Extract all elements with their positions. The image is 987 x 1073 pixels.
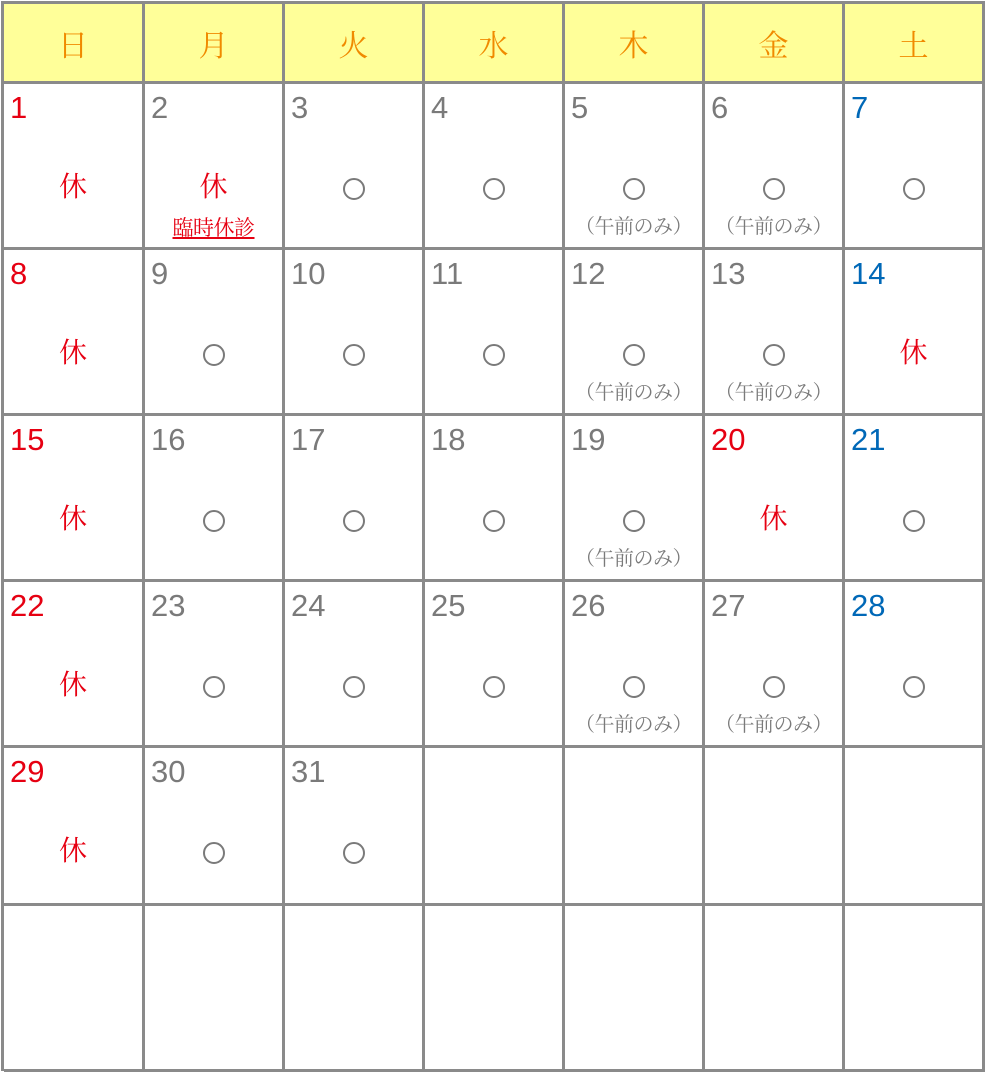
- day-cell: [145, 582, 285, 748]
- open-status: [565, 338, 702, 368]
- day-number: 10: [291, 256, 326, 291]
- open-status: [845, 172, 982, 202]
- day-cell: [285, 416, 425, 582]
- circle-icon: [203, 676, 225, 698]
- morning-only-note: （午前のみ）: [575, 214, 692, 238]
- open-status: [705, 338, 842, 368]
- open-status: [285, 338, 422, 368]
- circle-icon: [203, 510, 225, 532]
- day-cell: [705, 250, 845, 416]
- open-status: [425, 172, 562, 202]
- day-cell: [145, 416, 285, 582]
- empty-cell: [845, 748, 985, 906]
- calendar-grid: [1, 1, 985, 1071]
- closed-status: 休: [58, 668, 87, 701]
- day-cell: [845, 84, 985, 250]
- day-cell: [705, 84, 845, 250]
- day-number: 25: [431, 588, 466, 623]
- weekday-header: 木: [565, 4, 705, 84]
- empty-cell: [4, 906, 145, 1072]
- day-number: 15: [10, 422, 45, 457]
- day-number: 18: [431, 422, 466, 457]
- open-status: [705, 670, 842, 700]
- weekday-header: 金: [705, 4, 845, 84]
- closed-status: 休: [58, 502, 87, 535]
- day-cell: [285, 250, 425, 416]
- special-closure-note: 臨時休診: [172, 216, 255, 240]
- day-cell: [565, 582, 705, 748]
- day-number: 1: [10, 90, 28, 125]
- open-status: [565, 670, 702, 700]
- day-number: 23: [151, 588, 186, 623]
- day-number: 19: [571, 422, 606, 457]
- day-cell: [705, 416, 845, 582]
- circle-icon: [203, 344, 225, 366]
- day-cell: [4, 84, 145, 250]
- morning-only-note: （午前のみ）: [575, 380, 692, 404]
- open-status: [425, 338, 562, 368]
- day-number: 20: [711, 422, 746, 457]
- circle-icon: [343, 344, 365, 366]
- day-cell: [285, 84, 425, 250]
- empty-cell: [145, 906, 285, 1072]
- day-number: 30: [151, 754, 186, 789]
- day-cell: [425, 416, 565, 582]
- circle-icon: [623, 344, 645, 366]
- closed-status: 休: [58, 336, 87, 369]
- day-cell: [425, 250, 565, 416]
- empty-cell: [565, 748, 705, 906]
- open-status: [145, 504, 282, 534]
- closed-status: 休: [58, 834, 87, 867]
- morning-only-note: （午前のみ）: [575, 546, 692, 570]
- empty-cell: [705, 906, 845, 1072]
- closed-status: 休: [759, 502, 788, 535]
- circle-icon: [343, 676, 365, 698]
- open-status: [285, 836, 422, 866]
- empty-cell: [565, 906, 705, 1072]
- day-number: 13: [711, 256, 746, 291]
- day-number: 28: [851, 588, 886, 623]
- circle-icon: [343, 178, 365, 200]
- day-cell: [565, 250, 705, 416]
- day-cell: [4, 748, 145, 906]
- circle-icon: [903, 178, 925, 200]
- empty-cell: [425, 748, 565, 906]
- open-status: [705, 172, 842, 202]
- empty-cell: [705, 748, 845, 906]
- day-cell: [845, 250, 985, 416]
- open-status: [145, 836, 282, 866]
- empty-cell: [285, 906, 425, 1072]
- morning-only-note: （午前のみ）: [715, 712, 832, 736]
- day-cell: [565, 416, 705, 582]
- day-cell: [4, 416, 145, 582]
- morning-only-note: （午前のみ）: [575, 712, 692, 736]
- day-cell: [845, 416, 985, 582]
- morning-only-note: （午前のみ）: [715, 214, 832, 238]
- open-status: [845, 670, 982, 700]
- day-cell: [425, 582, 565, 748]
- circle-icon: [483, 344, 505, 366]
- day-number: 9: [151, 256, 169, 291]
- circle-icon: [343, 842, 365, 864]
- day-number: 17: [291, 422, 326, 457]
- day-cell: [565, 84, 705, 250]
- empty-cell: [425, 906, 565, 1072]
- circle-icon: [903, 510, 925, 532]
- circle-icon: [763, 178, 785, 200]
- day-cell: [845, 582, 985, 748]
- day-number: 29: [10, 754, 45, 789]
- day-number: 24: [291, 588, 326, 623]
- day-cell: [285, 582, 425, 748]
- circle-icon: [623, 676, 645, 698]
- weekday-header: 火: [285, 4, 425, 84]
- circle-icon: [483, 178, 505, 200]
- empty-cell: [845, 906, 985, 1072]
- closed-status: 休: [58, 170, 87, 203]
- day-number: 26: [571, 588, 606, 623]
- day-number: 12: [571, 256, 606, 291]
- day-number: 6: [711, 90, 729, 125]
- day-number: 27: [711, 588, 746, 623]
- day-number: 8: [10, 256, 28, 291]
- circle-icon: [623, 178, 645, 200]
- day-cell: [4, 250, 145, 416]
- open-status: [285, 172, 422, 202]
- weekday-header: 月: [145, 4, 285, 84]
- weekday-header: 日: [4, 4, 145, 84]
- circle-icon: [763, 676, 785, 698]
- closed-status: 休: [899, 336, 928, 369]
- circle-icon: [343, 510, 365, 532]
- day-cell: [705, 582, 845, 748]
- day-number: 11: [431, 256, 464, 291]
- day-number: 21: [851, 422, 886, 457]
- open-status: [285, 504, 422, 534]
- day-number: 3: [291, 90, 309, 125]
- circle-icon: [623, 510, 645, 532]
- day-number: 2: [151, 90, 169, 125]
- morning-only-note: （午前のみ）: [715, 380, 832, 404]
- day-number: 31: [291, 754, 326, 789]
- day-number: 5: [571, 90, 589, 125]
- day-cell: [4, 582, 145, 748]
- day-cell: [145, 748, 285, 906]
- day-cell: [145, 84, 285, 250]
- open-status: [425, 504, 562, 534]
- circle-icon: [483, 676, 505, 698]
- day-number: 7: [851, 90, 869, 125]
- open-status: [565, 172, 702, 202]
- day-number: 22: [10, 588, 45, 623]
- circle-icon: [203, 842, 225, 864]
- day-number: 16: [151, 422, 186, 457]
- circle-icon: [763, 344, 785, 366]
- day-number: 4: [431, 90, 449, 125]
- weekday-header: 土: [845, 4, 985, 84]
- day-cell: [425, 84, 565, 250]
- open-status: [145, 338, 282, 368]
- closed-status: 休: [199, 170, 228, 203]
- open-status: [425, 670, 562, 700]
- open-status: [845, 504, 982, 534]
- open-status: [565, 504, 702, 534]
- weekday-header: 水: [425, 4, 565, 84]
- day-cell: [145, 250, 285, 416]
- open-status: [285, 670, 422, 700]
- open-status: [145, 670, 282, 700]
- day-cell: [285, 748, 425, 906]
- circle-icon: [483, 510, 505, 532]
- day-number: 14: [851, 256, 886, 291]
- circle-icon: [903, 676, 925, 698]
